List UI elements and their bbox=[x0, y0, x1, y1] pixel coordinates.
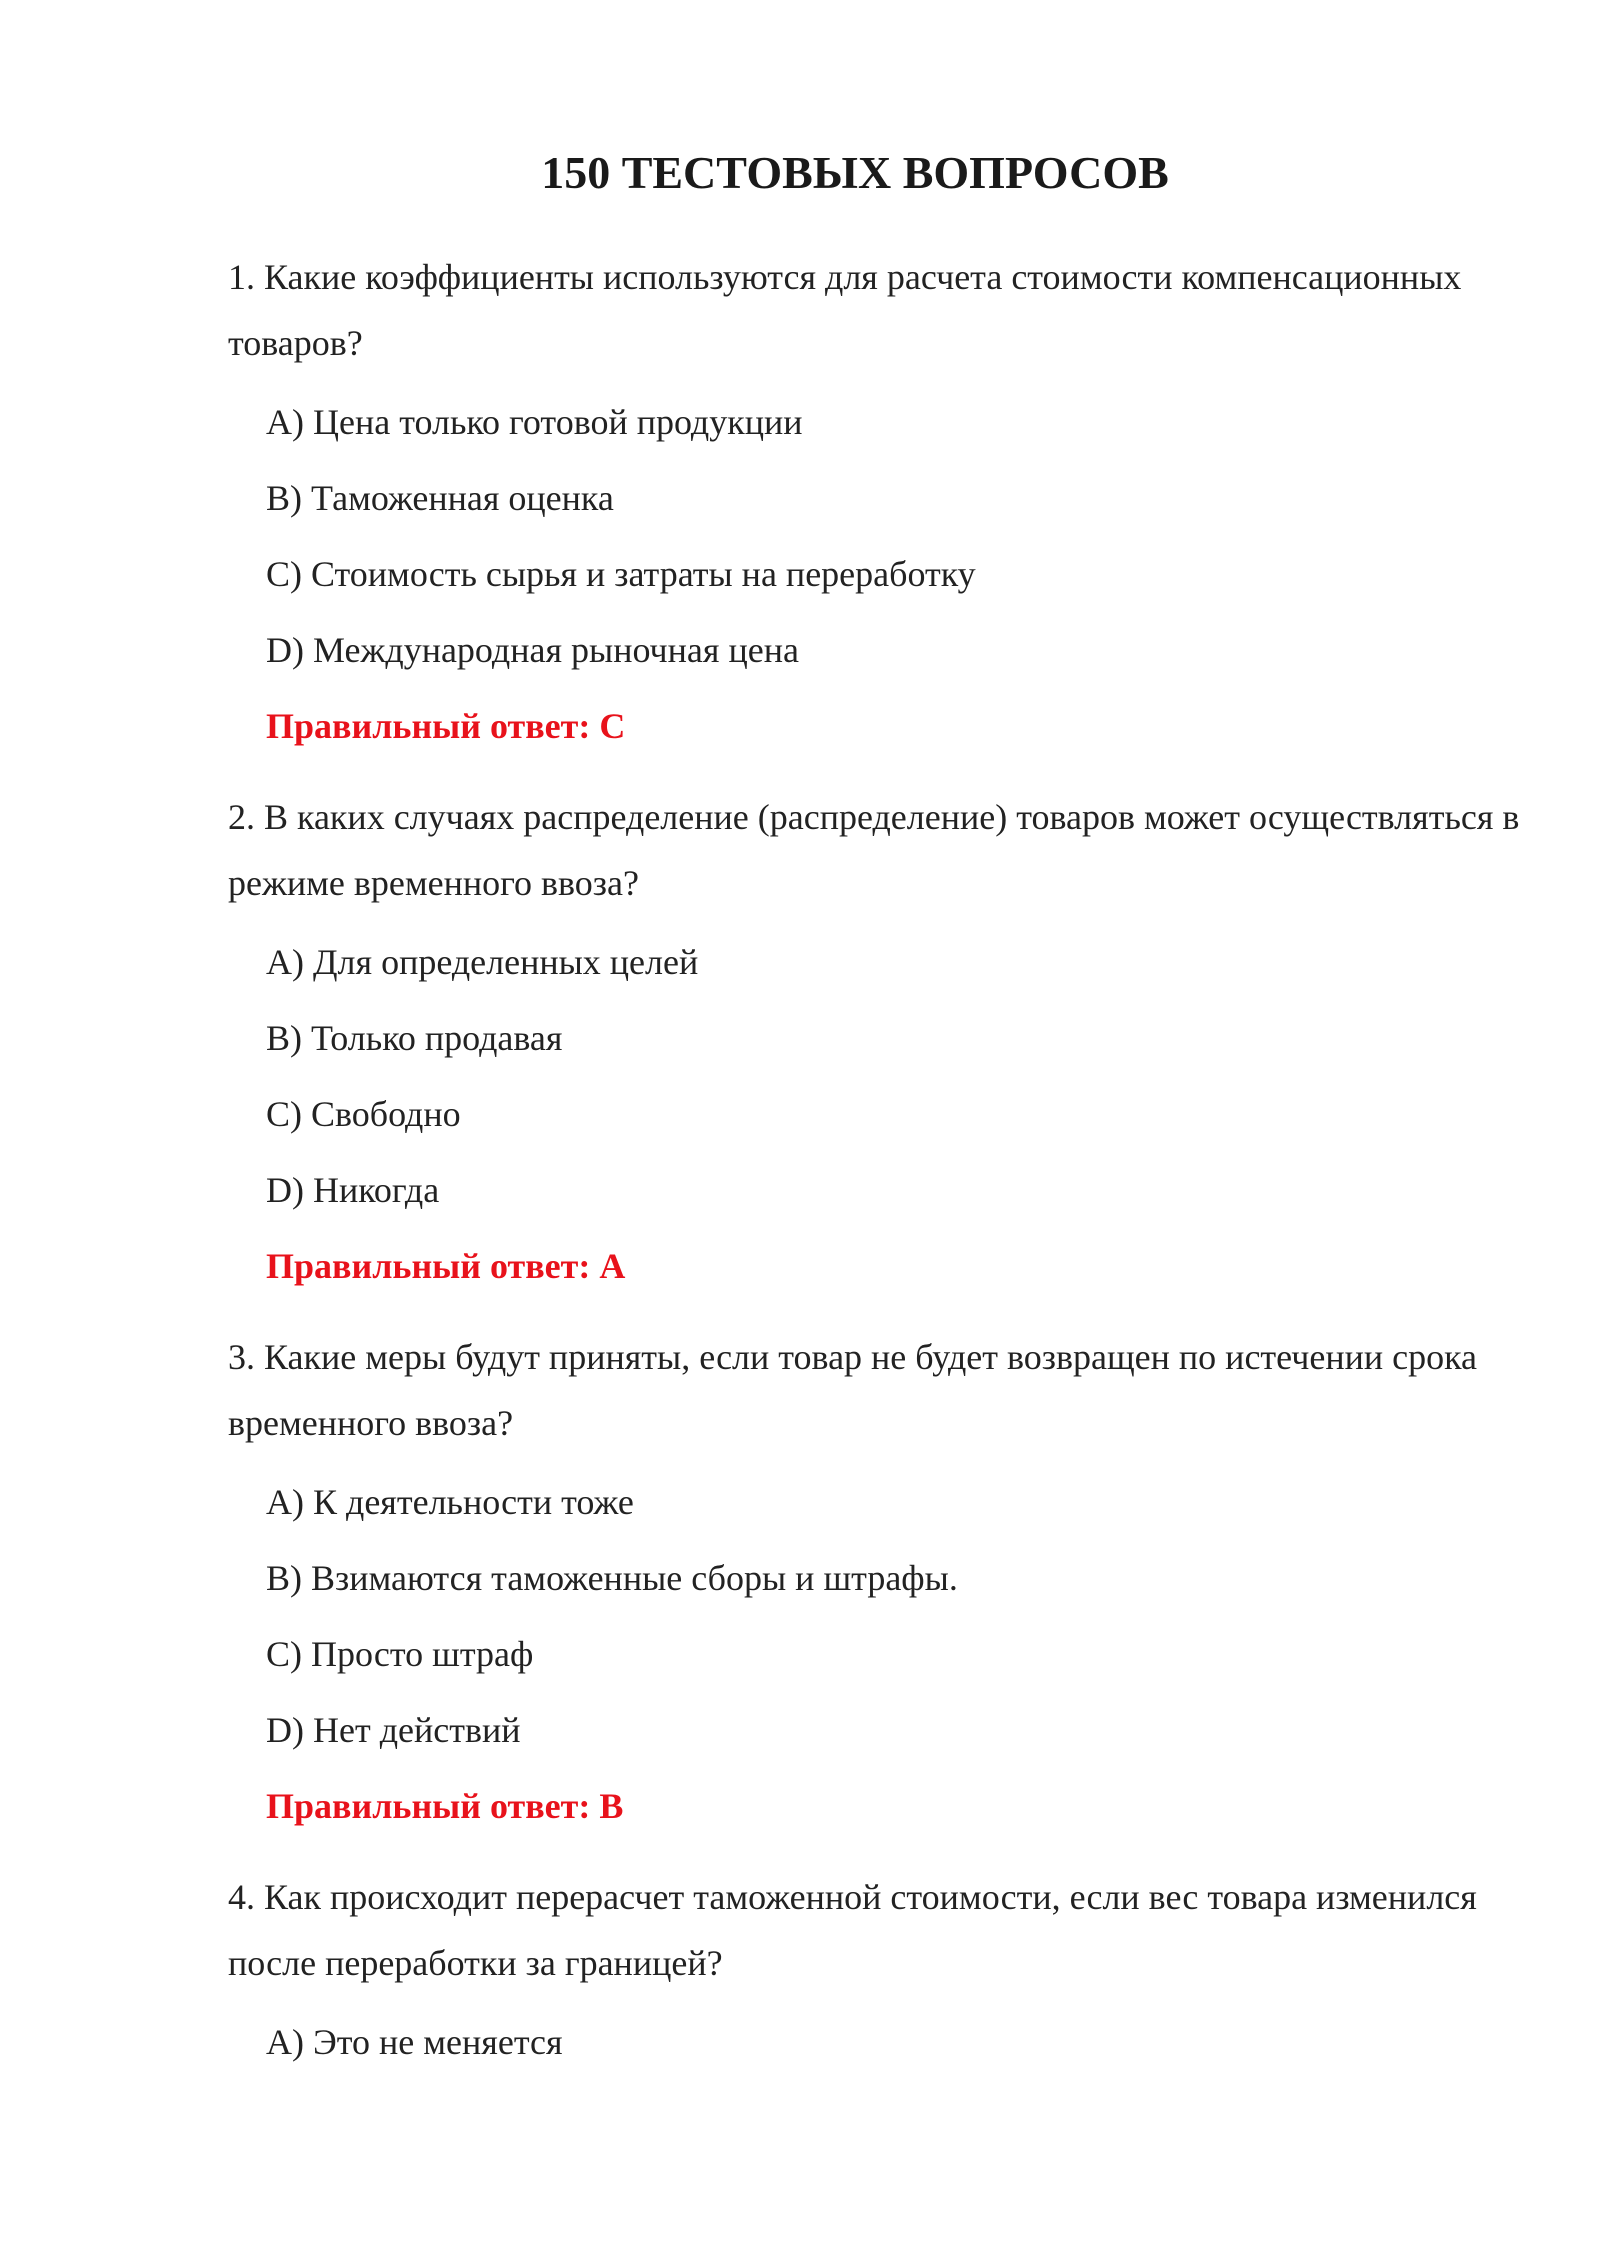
correct-answer-value: B bbox=[599, 1786, 624, 1826]
correct-answer-label: Правильный ответ: bbox=[266, 1786, 591, 1826]
answer-option: B) Таможенная оценка bbox=[266, 478, 614, 518]
question-text: 4. Как происходит перерасчет таможенной стоимости, если вес товара изменился после переработки за границей? bbox=[228, 1877, 1477, 1983]
question-text: 1. Какие коэффициенты используются для расчета стоимости компенсационных товаров? bbox=[228, 257, 1462, 363]
answer-option: D) Международная рыночная цена bbox=[266, 630, 799, 670]
question-text: 3. Какие меры будут приняты, если товар не будет возвращен по истечении срока временного ввоза? bbox=[228, 1337, 1478, 1443]
correct-answer-value: A bbox=[599, 1246, 626, 1286]
correct-answer bbox=[266, 1788, 623, 1824]
correct-answer-value: C bbox=[599, 706, 626, 746]
correct-answer-label: Правильный ответ: bbox=[266, 1246, 591, 1286]
answer-option: A) Это не меняется bbox=[266, 2022, 563, 2062]
correct-answer bbox=[266, 1248, 625, 1284]
correct-answer-label: Правильный ответ: bbox=[266, 706, 591, 746]
answer-option: D) Никогда bbox=[266, 1170, 440, 1210]
answer-option: A) К деятельности тоже bbox=[266, 1482, 634, 1522]
answer-option: A) Для определенных целей bbox=[266, 942, 699, 982]
answer-option: C) Просто штраф bbox=[266, 1634, 534, 1674]
answer-option: C) Стоимость сырья и затраты на переработку bbox=[266, 554, 976, 594]
answer-option: A) Цена только готовой продукции bbox=[266, 402, 803, 442]
answer-option: B) Взимаются таможенные сборы и штрафы. bbox=[266, 1558, 958, 1598]
document-title: 150 ТЕСТОВЫХ ВОПРОСОВ bbox=[541, 147, 1169, 198]
question-text: 2. В каких случаях распределение (распределение) товаров может осуществляться в режиме временного ввоза? bbox=[228, 797, 1520, 903]
answer-option: C) Свободно bbox=[266, 1094, 461, 1134]
answer-option: D) Нет действий bbox=[266, 1710, 521, 1750]
correct-answer bbox=[266, 708, 625, 744]
answer-option: B) Только продавая bbox=[266, 1018, 563, 1058]
